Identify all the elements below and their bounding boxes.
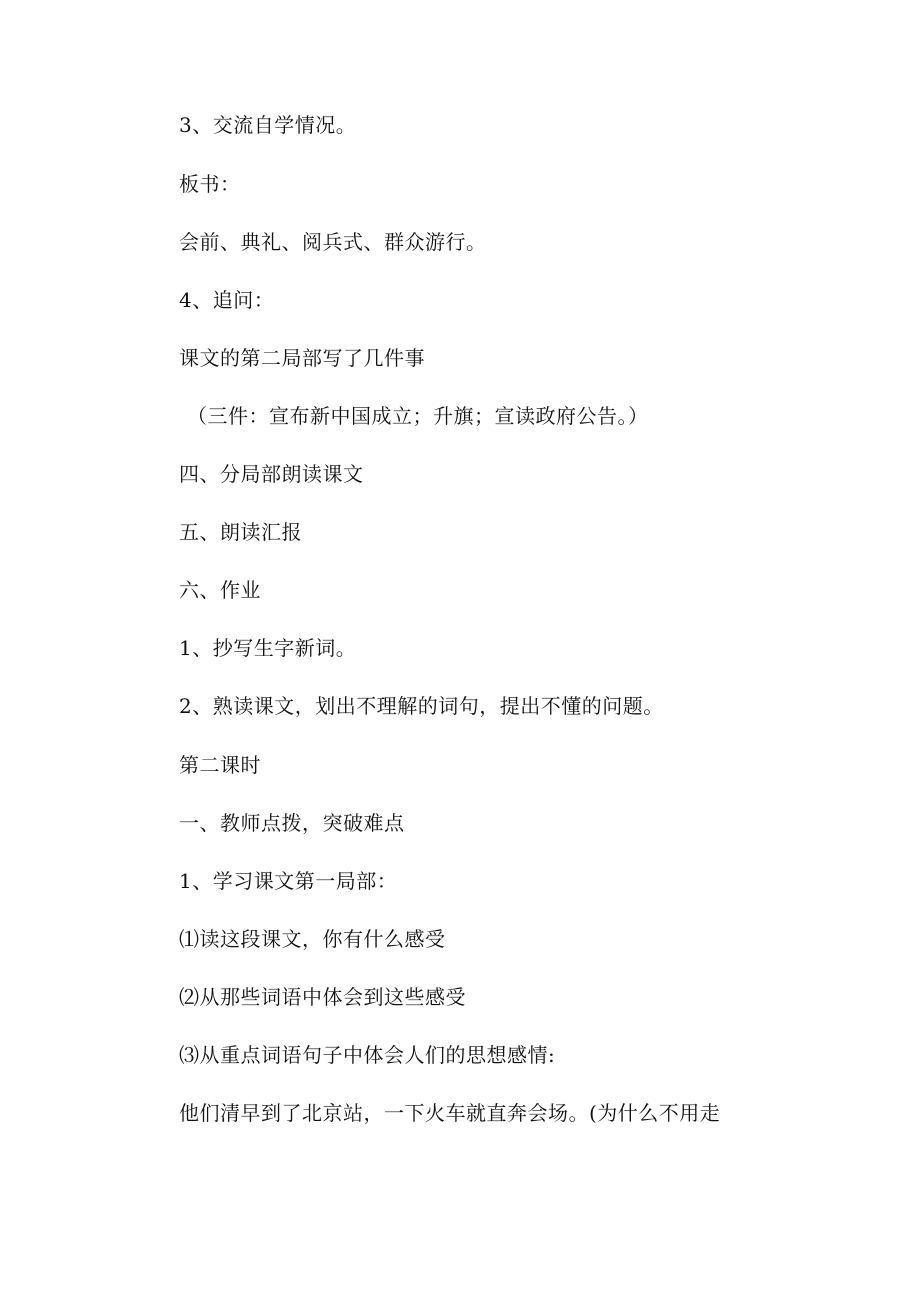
text-line: 四、分局部朗读课文 [179, 462, 364, 486]
text-line: 六、作业 [179, 578, 261, 602]
text-line: 板书： [179, 172, 241, 196]
text-line: 2、熟读课文，划出不理解的词句，提出不懂的问题。 [179, 694, 664, 718]
text-line: 1、学习课文第一局部： [179, 869, 398, 893]
text-line: 五、朗读汇报 [179, 520, 302, 544]
text-line: 会前、典礼、阅兵式、群众游行。 [179, 230, 487, 254]
text-line: 4、追问： [179, 288, 275, 312]
text-line: 他们清早到了北京站，一下火车就直奔会场。(为什么不用走 [179, 1101, 721, 1125]
text-line: 1、抄写生字新词。 [179, 636, 357, 660]
text-line: 第二课时 [179, 753, 261, 777]
text-line: ⑶从重点词语句子中体会人们的思想感情: [179, 1043, 556, 1067]
text-line: ⑴读这段课文，你有什么感受 [179, 927, 446, 951]
text-line: 一、教师点拨，突破难点 [179, 811, 405, 835]
text-line: 课文的第二局部写了几件事 [179, 346, 425, 370]
text-line: （三件：宣布新中国成立；升旗；宣读政府公告。） [187, 404, 649, 428]
text-line: 3、交流自学情况。 [179, 113, 357, 137]
text-line: ⑵从那些词语中体会到这些感受 [179, 985, 466, 1009]
